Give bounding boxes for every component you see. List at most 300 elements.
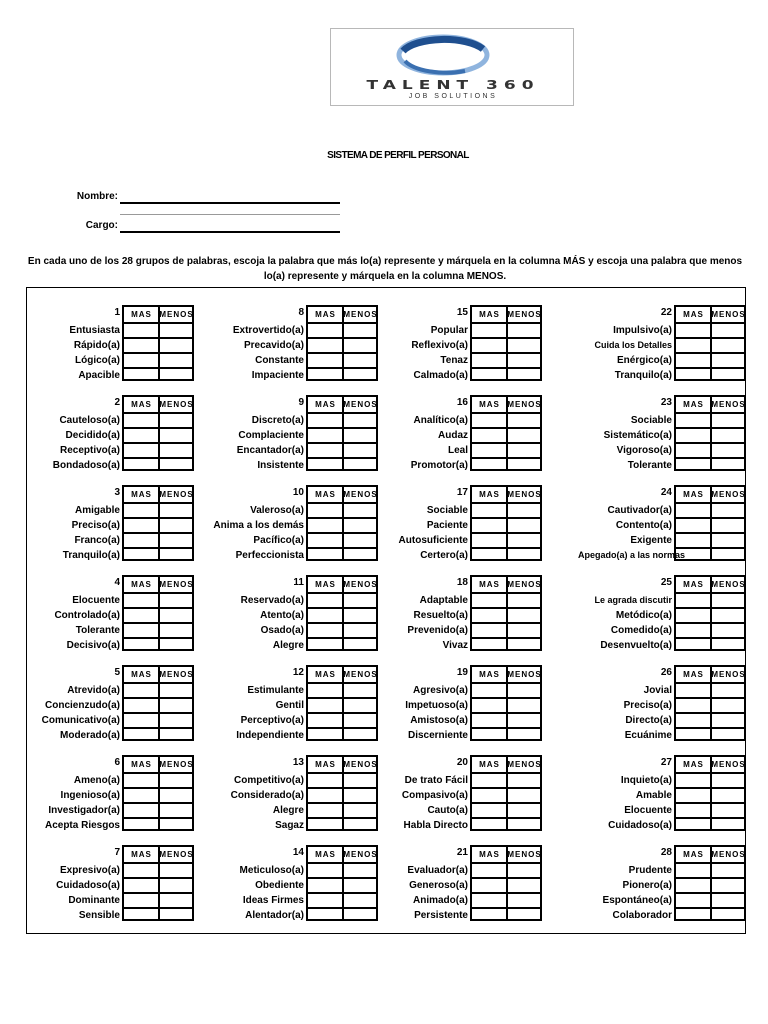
mas-cell[interactable] xyxy=(472,549,504,562)
mas-cell[interactable] xyxy=(308,909,340,922)
mas-cell[interactable] xyxy=(308,519,340,532)
menos-header: MENOS xyxy=(343,850,378,859)
group-number: 16 xyxy=(456,397,468,408)
menos-cell[interactable] xyxy=(344,819,376,832)
menos-cell[interactable] xyxy=(712,594,744,607)
mas-cell[interactable] xyxy=(676,774,708,787)
mas-cell[interactable] xyxy=(124,639,156,652)
mas-cell[interactable] xyxy=(472,429,504,442)
mas-cell[interactable] xyxy=(308,339,340,352)
menos-cell[interactable] xyxy=(160,549,192,562)
menos-cell[interactable] xyxy=(344,369,376,382)
mas-cell[interactable] xyxy=(308,804,340,817)
menos-cell[interactable] xyxy=(508,504,540,517)
menos-cell[interactable] xyxy=(160,339,192,352)
group-word: Tenaz xyxy=(440,355,468,366)
group-word: Alegre xyxy=(272,640,304,651)
mas-cell[interactable] xyxy=(676,699,708,712)
group-word: Decidido(a) xyxy=(65,430,120,441)
menos-header: MENOS xyxy=(159,850,194,859)
menos-cell[interactable] xyxy=(508,534,540,547)
mas-cell[interactable] xyxy=(472,594,504,607)
menos-cell[interactable] xyxy=(508,369,540,382)
menos-cell[interactable] xyxy=(160,459,192,472)
mas-cell[interactable] xyxy=(308,624,340,637)
group-word: Tolerante xyxy=(627,460,672,471)
mas-cell[interactable] xyxy=(676,789,708,802)
menos-cell[interactable] xyxy=(160,594,192,607)
group-word: Amistoso(a) xyxy=(410,715,468,726)
menos-cell[interactable] xyxy=(508,444,540,457)
word-group-19 xyxy=(374,663,566,741)
mas-cell[interactable] xyxy=(124,699,156,712)
menos-cell[interactable] xyxy=(344,909,376,922)
menos-cell[interactable] xyxy=(508,714,540,727)
mas-cell[interactable] xyxy=(472,714,504,727)
menos-cell[interactable] xyxy=(160,414,192,427)
mas-cell[interactable] xyxy=(676,519,708,532)
menos-cell[interactable] xyxy=(344,504,376,517)
group-word: Expresivo(a) xyxy=(59,865,120,876)
mas-cell[interactable] xyxy=(124,864,156,877)
mas-cell[interactable] xyxy=(124,609,156,622)
menos-cell[interactable] xyxy=(712,549,744,562)
mas-cell[interactable] xyxy=(308,699,340,712)
mas-cell[interactable] xyxy=(676,804,708,817)
mas-cell[interactable] xyxy=(124,804,156,817)
mas-cell[interactable] xyxy=(308,354,340,367)
group-word: Reflexivo(a) xyxy=(411,340,468,351)
mas-cell[interactable] xyxy=(676,369,708,382)
menos-cell[interactable] xyxy=(712,774,744,787)
mas-cell[interactable] xyxy=(124,414,156,427)
mas-cell[interactable] xyxy=(472,414,504,427)
mas-cell[interactable] xyxy=(124,549,156,562)
group-word: Apegado(a) a las normas xyxy=(578,550,686,560)
menos-cell[interactable] xyxy=(508,864,540,877)
menos-header: MENOS xyxy=(343,760,378,769)
mas-cell[interactable] xyxy=(472,894,504,907)
mas-cell[interactable] xyxy=(308,549,340,562)
menos-cell[interactable] xyxy=(160,609,192,622)
menos-cell[interactable] xyxy=(712,639,744,652)
menos-cell[interactable] xyxy=(160,789,192,802)
mas-cell[interactable] xyxy=(676,879,708,892)
menos-cell[interactable] xyxy=(712,699,744,712)
menos-cell[interactable] xyxy=(508,324,540,337)
menos-cell[interactable] xyxy=(160,324,192,337)
mark-table xyxy=(306,485,378,561)
menos-cell[interactable] xyxy=(712,444,744,457)
menos-cell[interactable] xyxy=(160,894,192,907)
menos-cell[interactable] xyxy=(344,624,376,637)
mas-cell[interactable] xyxy=(308,729,340,742)
menos-cell[interactable] xyxy=(344,879,376,892)
mas-cell[interactable] xyxy=(124,369,156,382)
menos-cell[interactable] xyxy=(508,414,540,427)
menos-cell[interactable] xyxy=(344,339,376,352)
mas-cell[interactable] xyxy=(124,789,156,802)
mas-cell[interactable] xyxy=(124,339,156,352)
group-word: Discreto(a) xyxy=(251,415,304,426)
menos-cell[interactable] xyxy=(344,639,376,652)
menos-cell[interactable] xyxy=(712,414,744,427)
group-word: Rápido(a) xyxy=(73,340,120,351)
menos-cell[interactable] xyxy=(508,459,540,472)
menos-header: MENOS xyxy=(507,670,542,679)
group-word: Compasivo(a) xyxy=(401,790,468,801)
mas-cell[interactable] xyxy=(676,819,708,832)
group-word: Moderado(a) xyxy=(60,730,120,741)
mas-cell[interactable] xyxy=(676,909,708,922)
mark-table xyxy=(674,485,746,561)
mas-cell[interactable] xyxy=(676,339,708,352)
mas-cell[interactable] xyxy=(676,864,708,877)
mas-cell[interactable] xyxy=(676,714,708,727)
menos-cell[interactable] xyxy=(344,864,376,877)
menos-cell[interactable] xyxy=(344,789,376,802)
mas-cell[interactable] xyxy=(124,714,156,727)
menos-cell[interactable] xyxy=(712,819,744,832)
mas-cell[interactable] xyxy=(472,369,504,382)
menos-cell[interactable] xyxy=(508,594,540,607)
menos-cell[interactable] xyxy=(508,894,540,907)
mas-cell[interactable] xyxy=(124,324,156,337)
mas-cell[interactable] xyxy=(676,894,708,907)
mas-header: MAS xyxy=(479,310,500,319)
mas-cell[interactable] xyxy=(472,699,504,712)
mas-cell[interactable] xyxy=(676,459,708,472)
mas-cell[interactable] xyxy=(124,519,156,532)
menos-cell[interactable] xyxy=(712,534,744,547)
mas-cell[interactable] xyxy=(308,789,340,802)
menos-cell[interactable] xyxy=(160,714,192,727)
group-word: Desenvuelto(a) xyxy=(600,640,672,651)
mas-cell[interactable] xyxy=(308,369,340,382)
mas-cell[interactable] xyxy=(308,609,340,622)
menos-cell[interactable] xyxy=(508,699,540,712)
menos-cell[interactable] xyxy=(712,369,744,382)
mas-cell[interactable] xyxy=(676,729,708,742)
mas-cell[interactable] xyxy=(124,354,156,367)
menos-cell[interactable] xyxy=(160,699,192,712)
mas-cell[interactable] xyxy=(676,504,708,517)
word-group-27 xyxy=(578,753,768,831)
mas-cell[interactable] xyxy=(472,534,504,547)
menos-cell[interactable] xyxy=(160,819,192,832)
mas-cell[interactable] xyxy=(124,774,156,787)
menos-cell[interactable] xyxy=(712,864,744,877)
mas-cell[interactable] xyxy=(472,324,504,337)
group-word: Adaptable xyxy=(419,595,468,606)
mas-cell[interactable] xyxy=(308,879,340,892)
menos-cell[interactable] xyxy=(160,519,192,532)
menos-cell[interactable] xyxy=(344,414,376,427)
mas-cell[interactable] xyxy=(676,594,708,607)
group-word: Receptivo(a) xyxy=(59,445,120,456)
menos-cell[interactable] xyxy=(508,684,540,697)
menos-cell[interactable] xyxy=(344,324,376,337)
group-word: Ameno(a) xyxy=(73,775,120,786)
menos-cell[interactable] xyxy=(712,624,744,637)
mas-cell[interactable] xyxy=(676,549,708,562)
menos-cell[interactable] xyxy=(508,819,540,832)
mas-cell[interactable] xyxy=(472,339,504,352)
group-word: Anima a los demás xyxy=(213,520,304,531)
mark-table xyxy=(674,305,746,381)
mas-header: MAS xyxy=(479,760,500,769)
group-number: 25 xyxy=(660,577,672,588)
mas-cell[interactable] xyxy=(308,819,340,832)
mas-cell[interactable] xyxy=(124,879,156,892)
menos-cell[interactable] xyxy=(712,609,744,622)
group-word: Ideas Firmes xyxy=(242,895,304,906)
mas-cell[interactable] xyxy=(472,519,504,532)
group-word: Precavido(a) xyxy=(243,340,304,351)
word-group-25 xyxy=(578,573,768,651)
menos-cell[interactable] xyxy=(508,624,540,637)
menos-cell[interactable] xyxy=(344,534,376,547)
group-word: Lógico(a) xyxy=(75,355,120,366)
menos-cell[interactable] xyxy=(160,879,192,892)
mas-cell[interactable] xyxy=(472,624,504,637)
menos-cell[interactable] xyxy=(712,789,744,802)
menos-cell[interactable] xyxy=(712,429,744,442)
menos-cell[interactable] xyxy=(344,609,376,622)
mas-cell[interactable] xyxy=(308,324,340,337)
menos-cell[interactable] xyxy=(160,534,192,547)
menos-cell[interactable] xyxy=(344,444,376,457)
mark-table xyxy=(122,395,194,471)
mas-cell[interactable] xyxy=(308,534,340,547)
mas-header: MAS xyxy=(315,400,336,409)
mas-cell[interactable] xyxy=(472,684,504,697)
group-word: Enérgico(a) xyxy=(616,355,672,366)
mas-cell[interactable] xyxy=(124,684,156,697)
mas-cell[interactable] xyxy=(676,609,708,622)
mas-cell[interactable] xyxy=(676,414,708,427)
mas-cell[interactable] xyxy=(308,714,340,727)
mas-cell[interactable] xyxy=(472,774,504,787)
menos-cell[interactable] xyxy=(160,429,192,442)
mas-cell[interactable] xyxy=(472,879,504,892)
mas-cell[interactable] xyxy=(308,864,340,877)
word-group-5 xyxy=(26,663,218,741)
menos-cell[interactable] xyxy=(160,444,192,457)
mas-cell[interactable] xyxy=(308,504,340,517)
group-word: Tranquilo(a) xyxy=(614,370,672,381)
group-word: Investigador(a) xyxy=(48,805,120,816)
mas-cell[interactable] xyxy=(124,909,156,922)
mas-cell[interactable] xyxy=(124,624,156,637)
menos-cell[interactable] xyxy=(508,729,540,742)
mas-cell[interactable] xyxy=(676,324,708,337)
menos-cell[interactable] xyxy=(508,549,540,562)
group-word: Directo(a) xyxy=(625,715,672,726)
mas-cell[interactable] xyxy=(472,804,504,817)
menos-cell[interactable] xyxy=(508,339,540,352)
menos-header: MENOS xyxy=(159,580,194,589)
mas-cell[interactable] xyxy=(308,414,340,427)
menos-cell[interactable] xyxy=(712,879,744,892)
mas-cell[interactable] xyxy=(308,894,340,907)
menos-cell[interactable] xyxy=(712,459,744,472)
menos-cell[interactable] xyxy=(508,774,540,787)
menos-cell[interactable] xyxy=(344,519,376,532)
group-word: Sensible xyxy=(78,910,120,921)
mas-header: MAS xyxy=(683,400,704,409)
mas-cell[interactable] xyxy=(308,639,340,652)
mas-cell[interactable] xyxy=(308,594,340,607)
group-word: Habla Directo xyxy=(403,820,468,831)
word-group-17 xyxy=(374,483,566,561)
menos-cell[interactable] xyxy=(160,369,192,382)
menos-cell[interactable] xyxy=(344,729,376,742)
menos-cell[interactable] xyxy=(160,729,192,742)
menos-cell[interactable] xyxy=(344,699,376,712)
menos-cell[interactable] xyxy=(160,804,192,817)
mas-cell[interactable] xyxy=(124,819,156,832)
group-word: Le agrada discutir xyxy=(594,595,672,605)
menos-cell[interactable] xyxy=(508,429,540,442)
mas-cell[interactable] xyxy=(308,774,340,787)
menos-header: MENOS xyxy=(159,400,194,409)
group-word: Preciso(a) xyxy=(623,700,672,711)
group-word: Cuidadoso(a) xyxy=(56,880,120,891)
mas-cell[interactable] xyxy=(124,429,156,442)
menos-header: MENOS xyxy=(159,310,194,319)
mas-cell[interactable] xyxy=(472,789,504,802)
mas-cell[interactable] xyxy=(676,684,708,697)
menos-header: MENOS xyxy=(159,490,194,499)
document-title: SISTEMA DE PERFIL PERSONAL xyxy=(327,150,469,161)
mark-table xyxy=(470,485,542,561)
group-word: Ingenioso(a) xyxy=(60,790,120,801)
logo-brand-text: TALENT 360 xyxy=(366,77,540,93)
mas-cell[interactable] xyxy=(124,534,156,547)
mas-cell[interactable] xyxy=(472,444,504,457)
mas-cell[interactable] xyxy=(472,909,504,922)
menos-cell[interactable] xyxy=(160,504,192,517)
group-number: 8 xyxy=(298,307,304,318)
group-word: Apacible xyxy=(78,370,120,381)
mas-header: MAS xyxy=(479,670,500,679)
menos-cell[interactable] xyxy=(344,774,376,787)
mas-cell[interactable] xyxy=(124,459,156,472)
menos-cell[interactable] xyxy=(508,519,540,532)
mas-cell[interactable] xyxy=(472,609,504,622)
group-word: Atrevido(a) xyxy=(67,685,120,696)
mas-cell[interactable] xyxy=(676,534,708,547)
word-group-20 xyxy=(374,753,566,831)
group-number: 2 xyxy=(114,397,120,408)
menos-cell[interactable] xyxy=(712,729,744,742)
menos-header: MENOS xyxy=(343,400,378,409)
mas-cell[interactable] xyxy=(676,429,708,442)
cargo-field[interactable] xyxy=(120,231,340,233)
mas-cell[interactable] xyxy=(676,639,708,652)
menos-cell[interactable] xyxy=(712,519,744,532)
menos-header: MENOS xyxy=(507,850,542,859)
mas-cell[interactable] xyxy=(308,459,340,472)
mas-cell[interactable] xyxy=(308,444,340,457)
mas-cell[interactable] xyxy=(472,729,504,742)
mas-cell[interactable] xyxy=(676,354,708,367)
group-word: Gentil xyxy=(275,700,304,711)
group-word: Dominante xyxy=(68,895,120,906)
group-word: Amable xyxy=(635,790,672,801)
menos-cell[interactable] xyxy=(160,909,192,922)
mas-cell[interactable] xyxy=(472,864,504,877)
nombre-field[interactable] xyxy=(120,202,340,204)
mas-cell[interactable] xyxy=(676,624,708,637)
menos-cell[interactable] xyxy=(712,324,744,337)
mas-cell[interactable] xyxy=(124,594,156,607)
menos-cell[interactable] xyxy=(344,354,376,367)
mas-cell[interactable] xyxy=(472,354,504,367)
mas-cell[interactable] xyxy=(124,444,156,457)
mas-cell[interactable] xyxy=(472,459,504,472)
menos-cell[interactable] xyxy=(712,714,744,727)
mas-cell[interactable] xyxy=(308,429,340,442)
menos-cell[interactable] xyxy=(508,354,540,367)
menos-cell[interactable] xyxy=(160,624,192,637)
mas-cell[interactable] xyxy=(472,819,504,832)
mas-cell[interactable] xyxy=(472,504,504,517)
menos-cell[interactable] xyxy=(160,354,192,367)
menos-cell[interactable] xyxy=(712,894,744,907)
menos-cell[interactable] xyxy=(712,909,744,922)
mas-cell[interactable] xyxy=(676,444,708,457)
mas-cell[interactable] xyxy=(472,639,504,652)
mas-cell[interactable] xyxy=(308,684,340,697)
menos-cell[interactable] xyxy=(712,684,744,697)
word-group-23 xyxy=(578,393,768,471)
menos-cell[interactable] xyxy=(508,609,540,622)
menos-cell[interactable] xyxy=(344,804,376,817)
menos-cell[interactable] xyxy=(508,639,540,652)
menos-cell[interactable] xyxy=(160,774,192,787)
menos-cell[interactable] xyxy=(160,684,192,697)
menos-cell[interactable] xyxy=(712,354,744,367)
menos-cell[interactable] xyxy=(508,879,540,892)
menos-cell[interactable] xyxy=(508,804,540,817)
menos-cell[interactable] xyxy=(160,864,192,877)
menos-cell[interactable] xyxy=(344,714,376,727)
mas-cell[interactable] xyxy=(124,729,156,742)
mas-cell[interactable] xyxy=(124,504,156,517)
menos-cell[interactable] xyxy=(344,684,376,697)
menos-cell[interactable] xyxy=(160,639,192,652)
menos-cell[interactable] xyxy=(344,894,376,907)
menos-cell[interactable] xyxy=(712,504,744,517)
menos-cell[interactable] xyxy=(712,804,744,817)
menos-cell[interactable] xyxy=(508,909,540,922)
word-group-1 xyxy=(26,303,218,381)
menos-header: MENOS xyxy=(343,670,378,679)
menos-cell[interactable] xyxy=(344,429,376,442)
menos-cell[interactable] xyxy=(508,789,540,802)
menos-cell[interactable] xyxy=(712,339,744,352)
menos-header: MENOS xyxy=(711,850,746,859)
mas-header: MAS xyxy=(131,490,152,499)
mas-cell[interactable] xyxy=(124,894,156,907)
group-number: 17 xyxy=(456,487,468,498)
group-word: Concienzudo(a) xyxy=(45,700,120,711)
menos-cell[interactable] xyxy=(344,549,376,562)
menos-cell[interactable] xyxy=(344,594,376,607)
menos-cell[interactable] xyxy=(344,459,376,472)
